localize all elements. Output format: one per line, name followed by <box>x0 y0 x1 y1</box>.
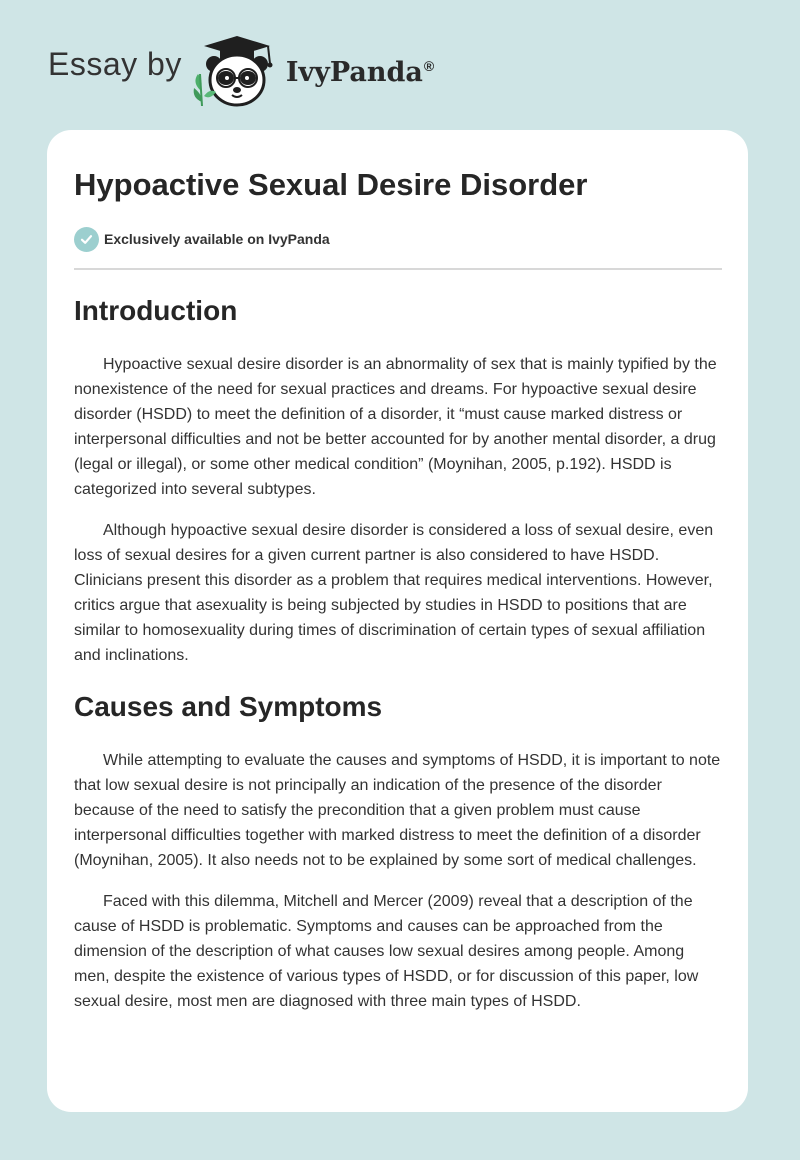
ivypanda-logo-icon <box>190 34 282 110</box>
section-heading: Introduction <box>74 295 238 326</box>
divider <box>74 268 722 270</box>
brand-name: IvyPanda® <box>285 56 435 88</box>
brand-prefix: Essay by <box>48 45 182 82</box>
exclusive-label: Exclusively available on IvyPanda <box>104 231 330 247</box>
paragraph: While attempting to evaluate the causes and symptoms of HSDD, it is important to note that low sexual desire is not principally an indication of the presence of the disorder because of the need to satisfy the precondition that a given problem must cause interpersonal difficulties together with marked distress to meet the definition of a disorder (Moynihan, 2005). It also needs not to be explained by some sort of medical challenges. <box>74 752 721 869</box>
checkmark-icon <box>74 227 99 252</box>
registered-mark: ® <box>423 57 435 74</box>
exclusive-badge <box>74 226 722 252</box>
section-introduction <box>74 294 722 668</box>
essay-card <box>47 130 748 1112</box>
section-heading: Causes and Symptoms <box>74 691 383 722</box>
section-causes-and-symptoms <box>74 690 722 1014</box>
brand-header[interactable] <box>48 32 434 112</box>
paragraph: Hypoactive sexual desire disorder is an abnormality of sex that is mainly typified by the nonexistence of the need for sexual practices and dreams. For hypoactive sexual desire disorder (HSDD) to meet the definition of a disorder, it “must cause marked distress or interpersonal difficulties and not be better accounted for by another mental disorder, a drug (legal or illegal), or some other medical condition” (Moynihan, 2005, p.192). HSDD is categorized into several subtypes. <box>74 356 717 498</box>
paragraph: Although hypoactive sexual desire disorder is considered a loss of sexual desire, even loss of sexual desires for a given current partner is also considered to have HSDD. Clinicians present this disorder as a problem that requires medical interventions. However, critics argue that asexuality is being subjected by studies in HSDD to positions that are similar to homosexuality during times of discrimination of certain types of sexual affiliation and inclinations. <box>74 522 714 664</box>
paragraph: Faced with this dilemma, Mitchell and Mercer (2009) reveal that a description of the cause of HSDD is problematic. Symptoms and causes can be approached from the dimension of the description of what causes low sexual desires among people. Among men, despite the existence of various types of HSDD, or for discussion of this paper, low sexual desire, most men are diagnosed with three main types of HSDD. <box>74 893 699 1010</box>
page-title: Hypoactive Sexual Desire Disorder <box>74 167 588 202</box>
